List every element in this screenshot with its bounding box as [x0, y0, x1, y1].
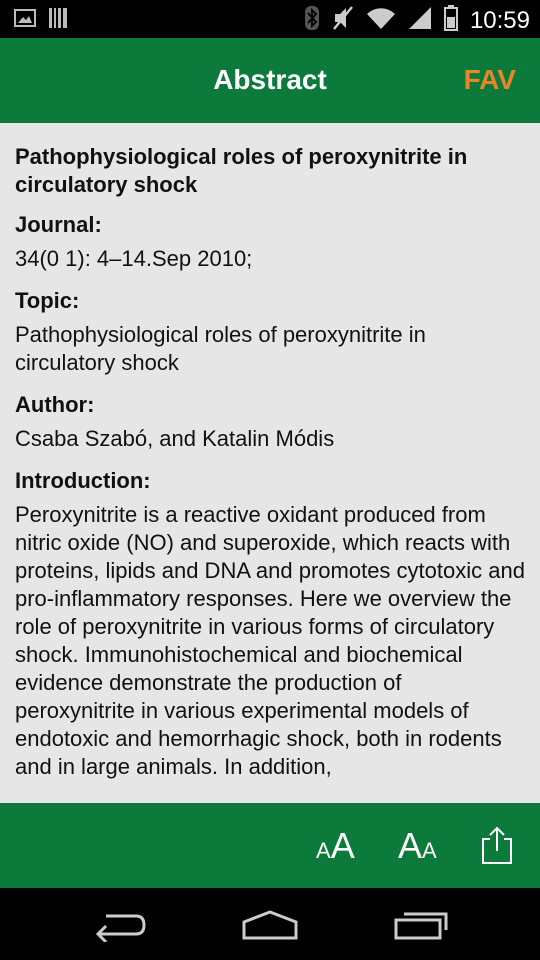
status-time: 10:59: [469, 6, 530, 34]
introduction-label: Introduction:: [15, 468, 151, 493]
increase-font-button[interactable]: [398, 825, 437, 867]
back-button[interactable]: [92, 908, 148, 947]
action-bar: [0, 38, 540, 123]
home-icon: [240, 929, 300, 946]
font-small-a: A: [316, 838, 331, 863]
battery-icon: [444, 5, 458, 36]
bluetooth-icon: [304, 5, 320, 36]
fav-button[interactable]: FAV: [463, 64, 516, 95]
mute-icon: [332, 5, 354, 36]
wifi-icon: [366, 6, 396, 35]
font-large-a: A: [330, 825, 355, 866]
status-bar-left: [14, 7, 68, 34]
share-button[interactable]: [480, 825, 514, 870]
recents-icon: [392, 929, 452, 946]
status-bar: [0, 0, 540, 38]
topic-value: Pathophysiological roles of peroxynitrite in circulatory shock: [15, 322, 426, 375]
decrease-font-button[interactable]: [316, 825, 355, 867]
share-icon: [480, 852, 514, 869]
home-button[interactable]: [240, 908, 300, 947]
topic-label: Topic:: [15, 288, 80, 313]
journal-value: 34(0 1): 4–14.Sep 2010;: [15, 246, 253, 271]
recents-button[interactable]: [392, 908, 452, 947]
navigation-bar: [0, 888, 540, 960]
barcode-icon: [48, 7, 68, 34]
author-value: Csaba Szabó, and Katalin Módis: [15, 426, 335, 451]
font-large-a: A: [398, 825, 423, 866]
image-icon: [14, 8, 36, 33]
font-small-a: A: [422, 838, 437, 863]
article-title: Pathophysiological roles of peroxynitrite in circulatory shock: [15, 144, 468, 197]
article-body: [0, 123, 540, 781]
author-label: Author:: [15, 392, 95, 417]
journal-label: Journal:: [15, 212, 102, 237]
page-title: Abstract: [213, 64, 327, 95]
bottom-toolbar: [0, 803, 540, 888]
introduction-value: Peroxynitrite is a reactive oxidant produced from nitric oxide (NO) and superoxide, which reacts with proteins, lipids and DNA and promotes cytotoxic and pro-inflammatory responses. Here we overview the role of peroxynitrite in various forms of circulatory shock. Immunohistochemical and biochemical evidence demonstrate the production of peroxynitrite in various experimental models of endotoxic and hemorrhagic shock, both in rodents and in large animals. In addition,: [15, 502, 525, 779]
status-bar-right: [304, 5, 530, 36]
article-content[interactable]: [0, 123, 540, 803]
signal-icon: [408, 6, 432, 35]
back-icon: [92, 929, 148, 946]
